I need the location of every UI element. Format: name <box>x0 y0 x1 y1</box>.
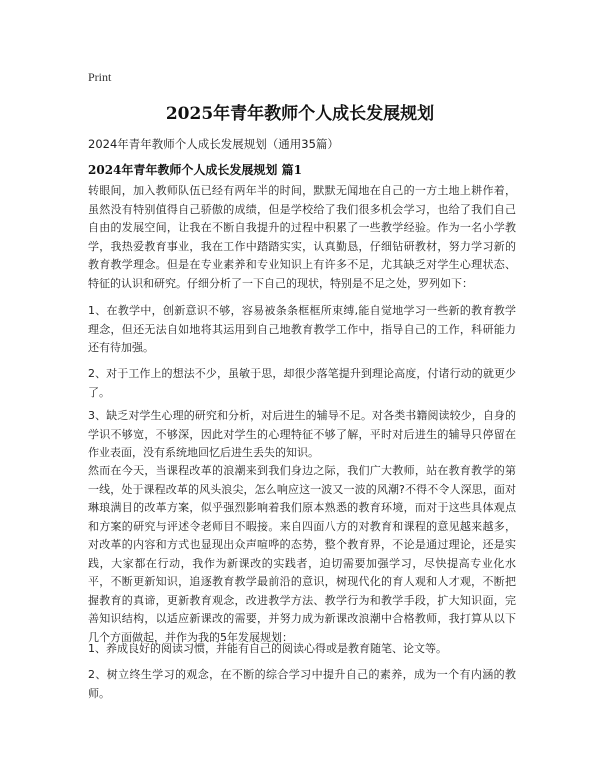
page-title: 2025年青年教师个人成长发展规划 <box>165 104 435 124</box>
paragraph-plan-1: 1、养成良好的阅读习惯，并能有自己的阅读心得或是教育随笔、论文等。 <box>88 642 447 655</box>
print-link[interactable]: Print <box>88 70 112 84</box>
paragraph-intro: 转眼间，加入教师队伍已经有两年半的时间，默默无闻地在自己的一方土地上耕作着，虽然没有特别值得自己骄傲的成绩，但是学校给了我们很多机会学习，也给了我们自己自由的发展空间，让我在不断自我提升的过程中积累了一些教学经验。作为一名小学教学，我热爱教育事业，我在工作中踏踏实实，认真勤恳，仔细钻研教材，努力学习新的教育教学理念。但是在专业素养和专业知识上有许多不足，尤其缺乏对学生心理状态、特征的认识和研究。仔细分析了一下自己的现状，特别是不足之处，罗列如下： <box>88 184 516 290</box>
paragraph-point-3: 3、缺乏对学生心理的研究和分析，对后进生的辅导不足。对各类书籍阅读较少，自身的学识不够宽，不够深，因此对学生的心理特征不够了解，平时对后进生的辅导只停留在作业表面，没有系统地回忆后进生丢失的知识。 <box>88 409 516 459</box>
section-heading: 2024年青年教师个人成长发展规划 篇1 <box>88 163 302 177</box>
paragraph-point-2: 2、对于工作上的想法不少，虽敏于思，却很少落笔提升到理论高度，付诸行动的就更少了。 <box>88 367 516 399</box>
document-subtitle: 2024年青年教师个人成长发展规划（通用35篇） <box>88 137 339 151</box>
paragraph-plan-2: 2、树立终生学习的观念，在不断的综合学习中提升自己的素养，成为一个有内涵的教师。 <box>88 668 516 700</box>
paragraph-point-1: 1、在教学中，创新意识不够，容易被条条框框所束缚,能自觉地学习一些新的教育教学理念，但还无法自如地将其运用到自己地教育教学工作中，指导自己的工作，科研能力还有待加强。 <box>88 304 516 354</box>
paragraph-reform: 然而在今天，当课程改革的浪潮来到我们身边之际，我们广大教师，站在教育教学的第一线，处于课程改革的风头浪尖，怎么响应这一波又一波的风潮?不得不令人深思，面对琳琅满目的改革方案，似乎强烈影响着我们原本熟悉的教育环境，而对于这些具体观点和方案的研究与评述令老师目不暇接。来自四面八方的对教育和课程的意见越来越多，对改革的内容和方式也显现出众声喧哗的态势，整个教育界，不论是通过理论，还是实践，大家都在行动，我作为新课改的实践者，迫切需要加强学习，尽快提高专业化水平，不断更新知识，追逐教育教学最前沿的意识，树现代化的育人观和人才观，不断把握教育的真谛，更新教育观念，改进教学方法、教学行为和教学手段，扩大知识面，完善知识结构，以适应新课改的需要，并努力成为新课改浪潮中合格教师，我打算从以下几个方面做起，并作为我的5年发展规划： <box>88 464 516 644</box>
